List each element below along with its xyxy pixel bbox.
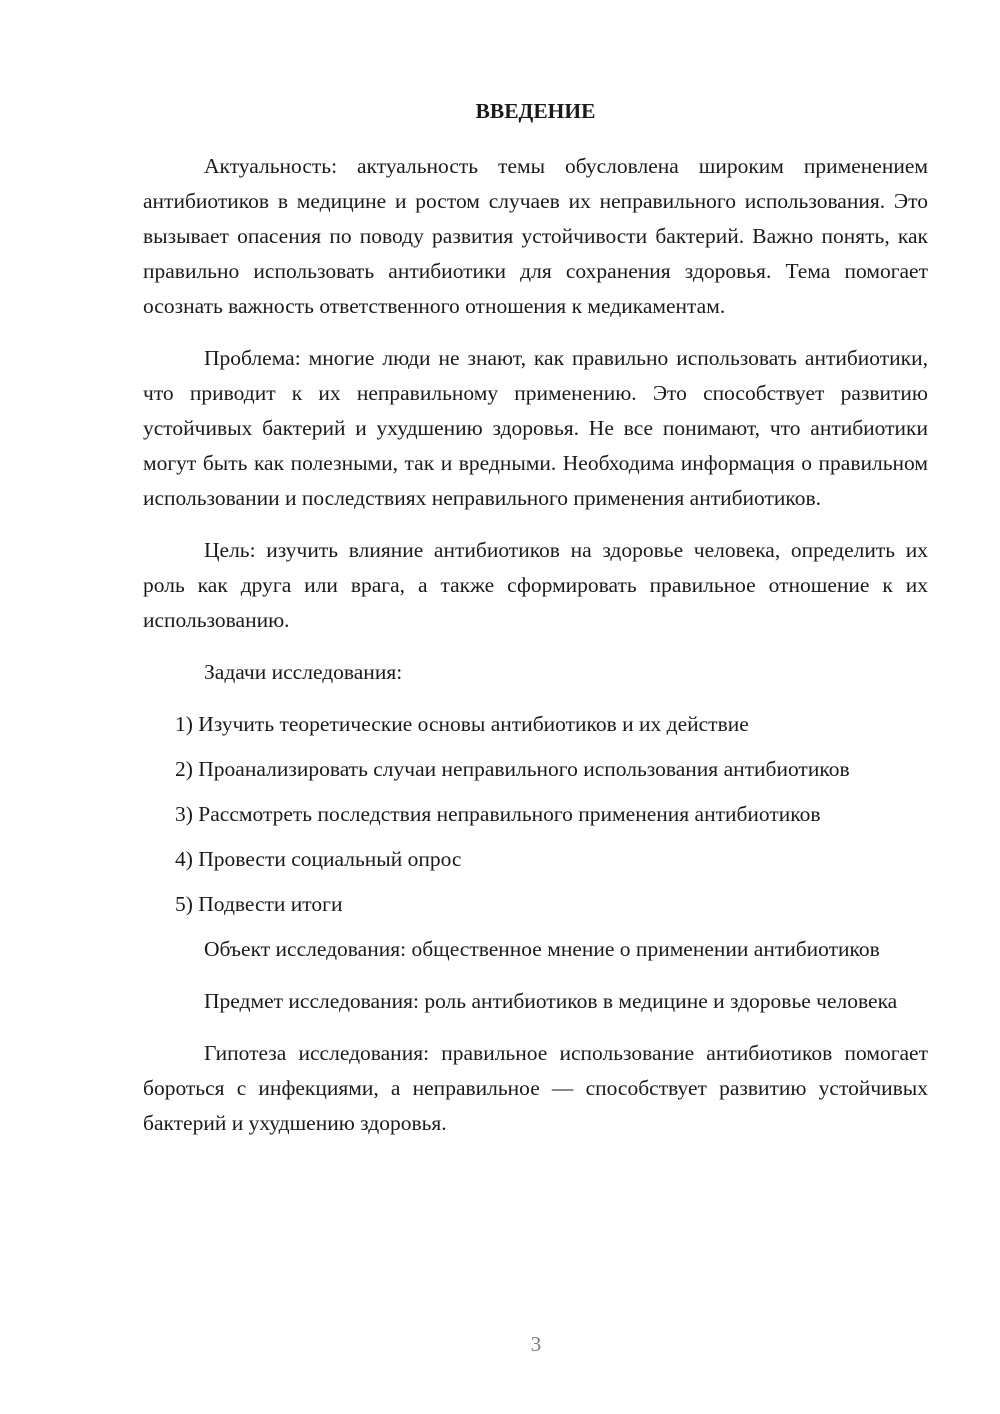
list-item: 5) Подвести итоги	[175, 892, 343, 916]
subject-paragraph: Предмет исследования: роль антибиотиков в медицине и здоровье человека	[204, 989, 898, 1013]
relevance-paragraph: Актуальность: актуальность темы обусловлена широким применением антибиотиков в медицине и ростом случаев их неправильного использования. Это вызывает опасения по поводу развития устойчивости бактерий. Важно понять, как правильно использовать антибиотики для сохранения здоровья. Тема помогает осознать важность ответственного отношения к медикаментам.	[143, 154, 928, 318]
section-heading: ВВЕДЕНИЕ	[475, 99, 596, 123]
tasks-intro: Задачи исследования:	[204, 660, 403, 684]
list-item: 3) Рассмотреть последствия неправильного применения антибиотиков	[175, 802, 821, 826]
hypothesis-paragraph: Гипотеза исследования: правильное использование антибиотиков помогает бороться с инфекциями, а неправильное — способствует развитию устойчивых бактерий и ухудшению здоровья.	[143, 1041, 928, 1135]
list-item: 4) Провести социальный опрос	[175, 847, 462, 871]
tasks-list	[143, 707, 928, 922]
list-item: 1) Изучить теоретические основы антибиотиков и их действие	[175, 712, 749, 736]
problem-paragraph: Проблема: многие люди не знают, как правильно использовать антибиотики, что приводит к их неправильному применению. Это способствует развитию устойчивых бактерий и ухудшению здоровья. Не все понимают, что антибиотики могут быть как полезными, так и вредными. Необходима информация о правильном использовании и последствиях неправильного применения антибиотиков.	[143, 346, 928, 510]
page-body	[143, 94, 928, 1141]
goal-paragraph: Цель: изучить влияние антибиотиков на здоровье человека, определить их роль как друга или врага, а также сформировать правильное отношение к их использованию.	[143, 538, 928, 632]
object-paragraph: Объект исследования: общественное мнение о применении антибиотиков	[204, 937, 880, 961]
list-item: 2) Проанализировать случаи неправильного использования антибиотиков	[175, 757, 850, 781]
page-number: 3	[530, 1332, 542, 1356]
